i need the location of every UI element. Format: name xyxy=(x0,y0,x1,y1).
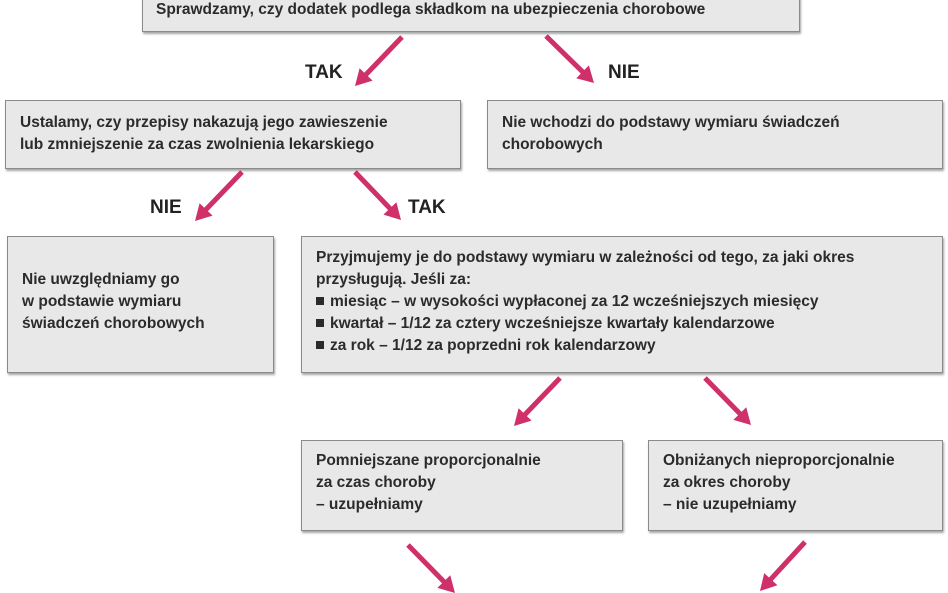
box-line: w podstawie wymiaru xyxy=(22,293,182,310)
arrow-shaft xyxy=(769,542,805,581)
arrow-shaft xyxy=(705,378,741,415)
arrow-shaft xyxy=(355,172,391,210)
arrow-shaft xyxy=(524,378,560,416)
bullet-square-icon xyxy=(316,297,324,305)
check-suspension-box xyxy=(5,100,461,169)
proportional-box xyxy=(301,440,623,531)
box-line: chorobowych xyxy=(502,136,603,153)
bullet-text: za rok – 1/12 za poprzedni rok kalendarzowy xyxy=(330,337,656,354)
box-line: Ustalamy, czy przepisy nakazują jego zawieszenie xyxy=(20,114,388,131)
non-proportional-box xyxy=(648,440,943,531)
bullet-square-icon xyxy=(316,341,324,349)
label-no-1: NIE xyxy=(608,62,640,83)
box-line: za czas choroby xyxy=(316,474,436,491)
box-line: Nie uwzględniamy go xyxy=(22,271,180,288)
box-line: lub zmniejszenie za czas zwolnienia lekarskiego xyxy=(20,136,375,153)
box-line: – uzupełniamy xyxy=(316,496,423,513)
box-line: świadczeń chorobowych xyxy=(22,315,205,332)
bullet-item xyxy=(316,335,928,357)
not-included-box xyxy=(487,100,943,169)
bullet-item xyxy=(316,291,928,313)
box-line: Przyjmujemy je do podstawy wymiaru w zależności od tego, za jaki okres xyxy=(316,249,855,266)
box-line: przysługują. Jeśli za: xyxy=(316,271,472,288)
box-line: za okres choroby xyxy=(663,474,791,491)
arrow-shaft xyxy=(365,37,402,76)
label-no-2: NIE xyxy=(150,197,182,218)
box-line: Pomniejszane proporcjonalnie xyxy=(316,452,541,469)
start-text: Sprawdzamy, czy dodatek podlega składkom na ubezpieczenia chorobowe xyxy=(156,1,706,18)
arrow-shaft xyxy=(205,172,242,211)
accepted-box xyxy=(301,236,943,373)
box-line: – nie uzupełniamy xyxy=(663,496,797,513)
not-considered-box xyxy=(7,236,274,373)
bullet-text: miesiąc – w wysokości wypłaconej za 12 wcześniejszych miesięcy xyxy=(330,293,819,310)
arrow-shaft xyxy=(408,545,445,583)
box-line: Obniżanych nieproporcjonalnie xyxy=(663,452,895,469)
label-yes-1: TAK xyxy=(305,62,343,83)
arrow-shaft xyxy=(546,36,584,73)
box-line: Nie wchodzi do podstawy wymiaru świadczeń xyxy=(502,114,840,131)
start-box xyxy=(142,0,800,32)
bullet-square-icon xyxy=(316,319,324,327)
bullet-item xyxy=(316,313,928,335)
label-yes-2: TAK xyxy=(408,197,446,218)
bullet-text: kwartał – 1/12 za cztery wcześniejsze kwartały kalendarzowe xyxy=(330,315,775,332)
